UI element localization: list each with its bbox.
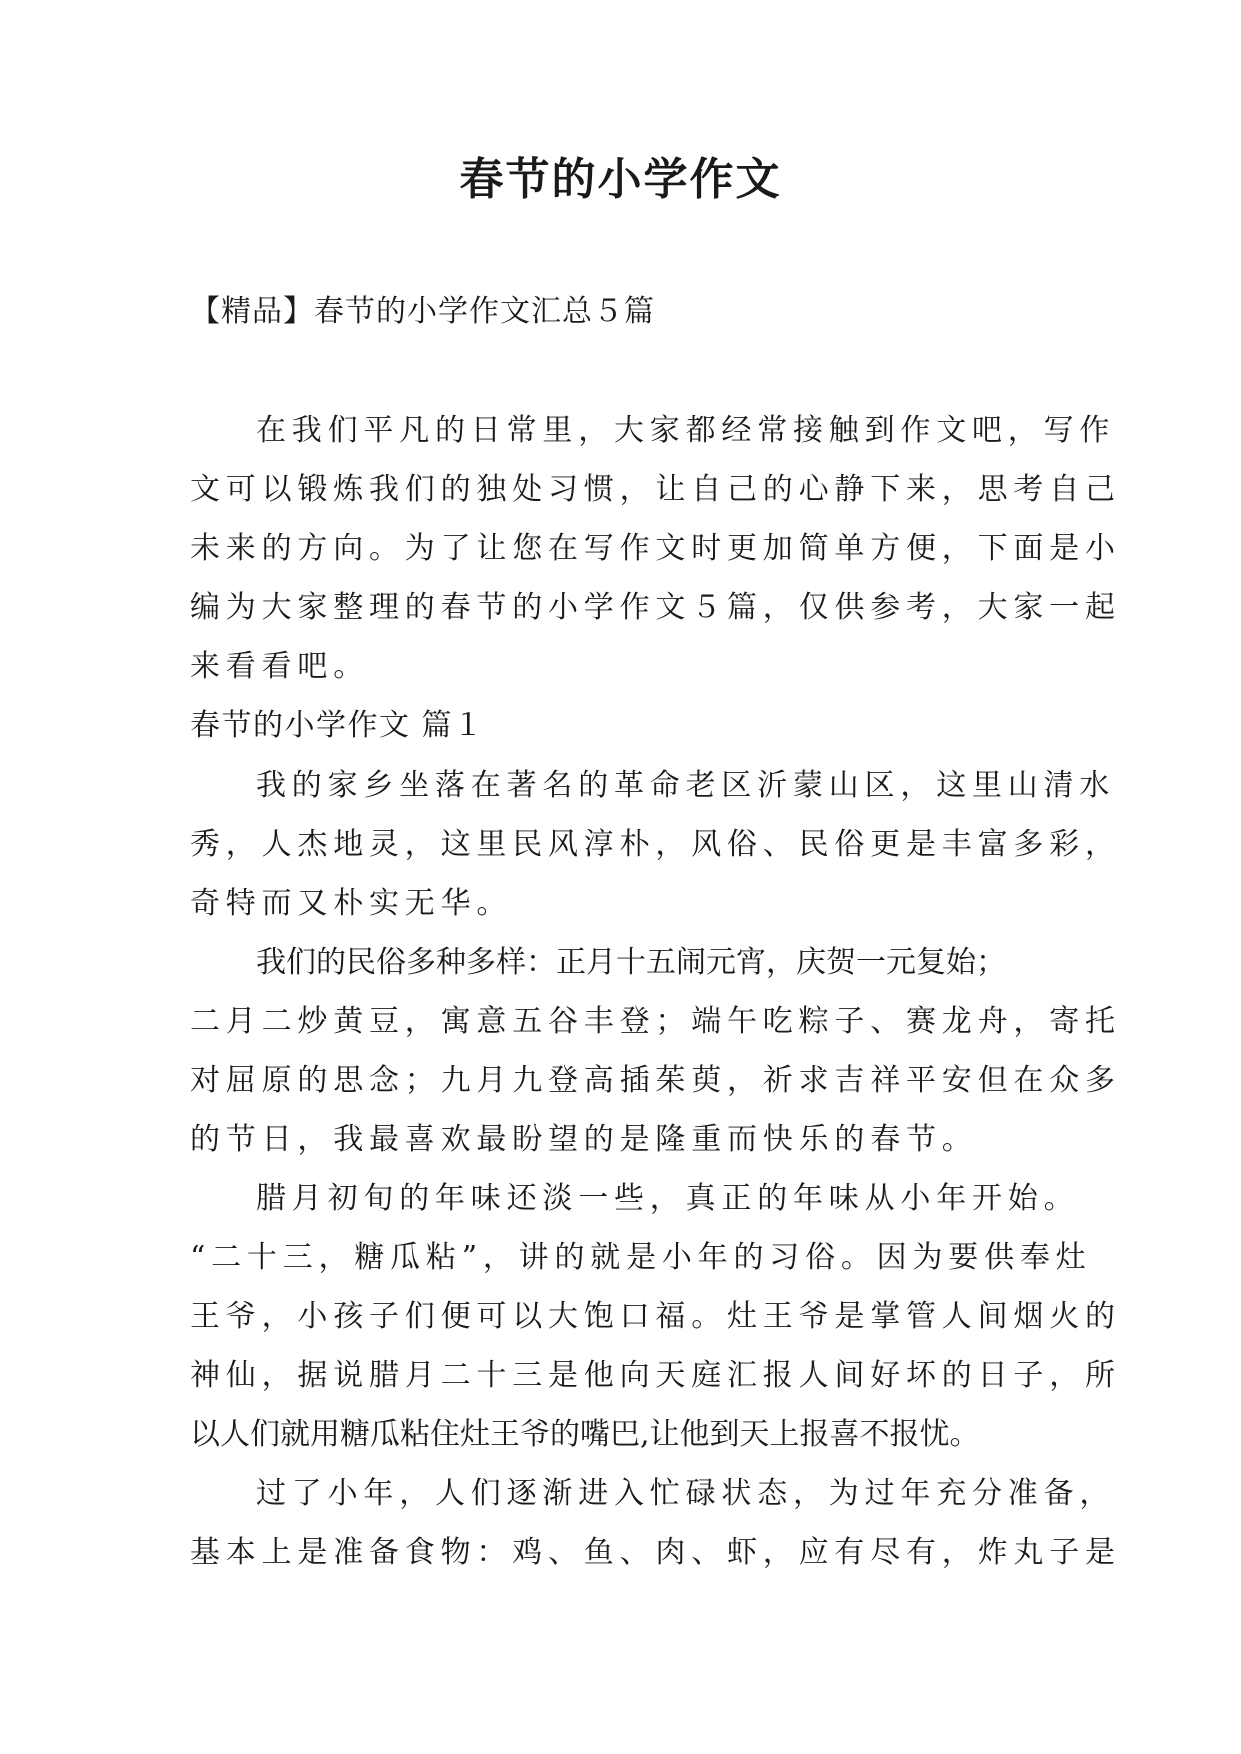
paragraph-line: 的节日，我最喜欢最盼望的是隆重而快乐的春节。 <box>190 1122 978 1157</box>
paragraph-line: 对屈原的思念；九月九登高插茱萸，祈求吉祥平安但在众多 <box>190 1063 1121 1098</box>
paragraph-line: 过了小年，人们逐渐进入忙碌状态，为过年充分准备， <box>256 1476 1116 1511</box>
document-subtitle: 【精品】春节的小学作文汇总５篇 <box>190 294 655 329</box>
paragraph-line: 以人们就用糖瓜粘住灶王爷的嘴巴,让他到天上报喜不报忧。 <box>190 1417 980 1452</box>
paragraph-line: 我的家乡坐落在著名的革命老区沂蒙山区，这里山清水 <box>256 768 1116 803</box>
paragraph-line: 文可以锻炼我们的独处习惯，让自己的心静下来，思考自己 <box>190 472 1121 507</box>
paragraph-line: 神仙，据说腊月二十三是他向天庭汇报人间好坏的日子，所 <box>190 1358 1121 1393</box>
paragraph-line: 腊月初旬的年味还淡一些，真正的年味从小年开始。 <box>256 1181 1080 1216</box>
paragraph-line: 二月二炒黄豆，寓意五谷丰登；端午吃粽子、赛龙舟，寄托 <box>190 1004 1121 1039</box>
paragraph-line: “二十三，糖瓜粘”，讲的就是小年的习俗。因为要供奉灶 <box>190 1240 1092 1275</box>
paragraph-line: 编为大家整理的春节的小学作文５篇，仅供参考，大家一起 <box>190 590 1121 625</box>
document-title: 春节的小学作文 <box>459 154 782 205</box>
paragraph-line: 奇特而又朴实无华。 <box>190 886 513 921</box>
paragraph-line: 基本上是准备食物：鸡、鱼、肉、虾，应有尽有，炸丸子是 <box>190 1535 1121 1570</box>
paragraph-line: 来看看吧。 <box>190 649 369 684</box>
section-heading: 春节的小学作文 篇１ <box>190 708 485 743</box>
paragraph-line: 王爷，小孩子们便可以大饱口福。灶王爷是掌管人间烟火的 <box>190 1299 1121 1334</box>
paragraph-line: 在我们平凡的日常里，大家都经常接触到作文吧，写作 <box>256 413 1116 448</box>
paragraph-line: 秀，人杰地灵，这里民风淳朴，风俗、民俗更是丰富多彩， <box>190 827 1121 862</box>
paragraph-line: 我们的民俗多种多样：正月十五闹元宵，庆贺一元复始； <box>256 945 1006 980</box>
paragraph-line: 未来的方向。为了让您在写作文时更加简单方便，下面是小 <box>190 531 1121 566</box>
document-body <box>190 401 1121 1582</box>
